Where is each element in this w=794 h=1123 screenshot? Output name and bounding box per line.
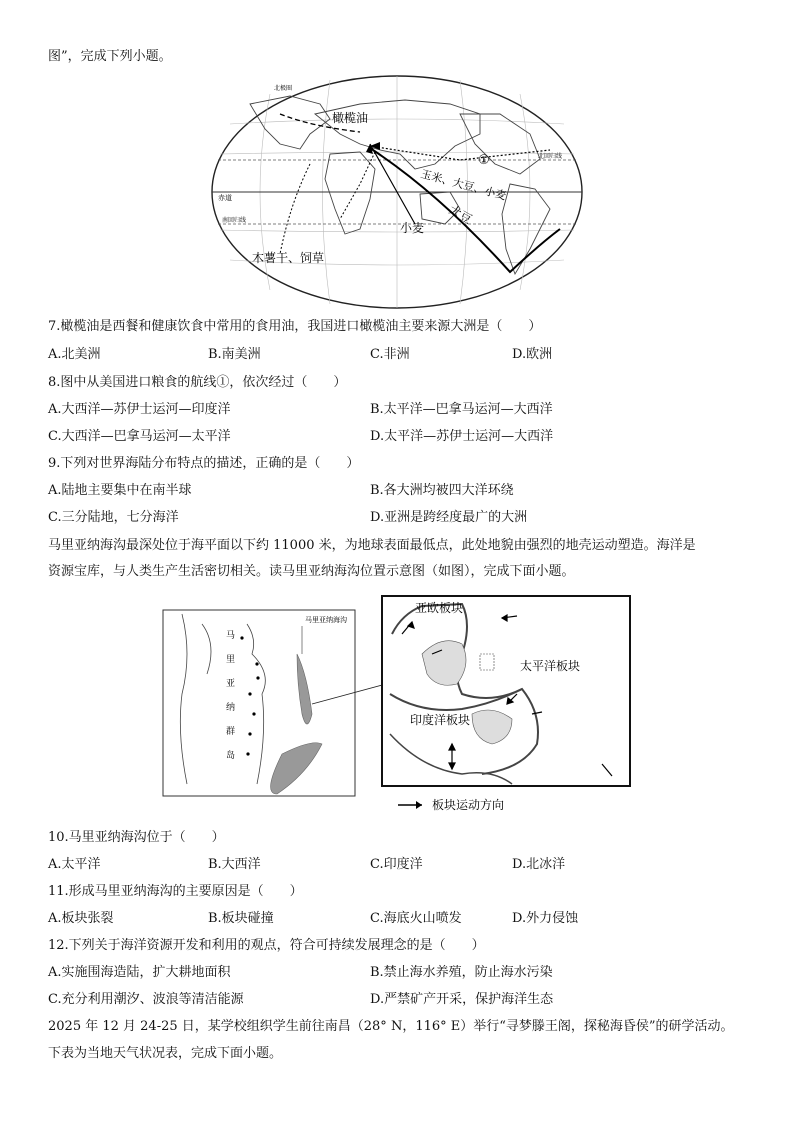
islands-label-char: 纳 xyxy=(226,703,236,713)
q12-option-b[interactable]: B.禁止海水养殖，防止海水污染 xyxy=(370,965,553,980)
label-corn-soy-wheat: 玉米、大豆、小麦 xyxy=(419,167,508,203)
passage3-line1: 2025 年 12 月 24-25 日，某学校组织学生前往南昌（28° N，116° E）举行“寻梦滕王阁，探秘海昏侯”的研学活动。 xyxy=(48,1019,734,1034)
q9-option-c[interactable]: C.三分陆地，七分海洋 xyxy=(48,510,179,525)
islands-label-char: 马 xyxy=(226,631,236,641)
q10-option-a[interactable]: A.太平洋 xyxy=(48,857,101,872)
q11-option-d[interactable]: D.外力侵蚀 xyxy=(512,911,579,926)
q11-option-a[interactable]: A.板块张裂 xyxy=(48,911,114,926)
mariana-trench-map xyxy=(162,594,636,816)
q12-option-a[interactable]: A.实施围海造陆，扩大耕地面积 xyxy=(48,965,231,980)
q9-option-d[interactable]: D.亚洲是跨经度最广的大洲 xyxy=(370,510,528,525)
q10-stem: 10.马里亚纳海沟位于（ ） xyxy=(48,830,225,845)
label-equator: 赤道 xyxy=(218,194,232,202)
q8-option-d[interactable]: D.太平洋—苏伊士运河—大西洋 xyxy=(370,429,554,444)
label-soybean: 大豆 xyxy=(446,202,475,227)
label-route-1: ① xyxy=(478,153,490,168)
q7-option-d[interactable]: D.欧洲 xyxy=(512,347,553,362)
q11-option-c[interactable]: C.海底火山喷发 xyxy=(370,911,462,926)
label-arctic: 北极圈 xyxy=(274,85,293,92)
passage2-line1: 马里亚纳海沟最深处位于海平面以下约 11000 米，为地球表面最低点，此处地貌由强烈的地壳运动塑造。海洋是 xyxy=(48,538,696,553)
q7-option-c[interactable]: C.非洲 xyxy=(370,347,410,362)
q8-option-b[interactable]: B.太平洋—巴拿马运河—大西洋 xyxy=(370,402,553,417)
intro-text: 图”，完成下列小题。 xyxy=(48,49,172,64)
passage2-line2: 资源宝库，与人类生产生活密切相关。读马里亚纳海沟位置示意图（如图），完成下面小题。 xyxy=(48,564,575,579)
q12-option-d[interactable]: D.严禁矿产开采，保护海洋生态 xyxy=(370,992,554,1007)
label-trench: 马里亚纳海沟 xyxy=(305,616,347,624)
q9-stem: 9.下列对世界海陆分布特点的描述，正确的是（ ） xyxy=(48,456,360,471)
label-cassava-feed: 木薯干、饲草 xyxy=(252,251,325,265)
label-olive-oil: 橄榄油 xyxy=(332,111,369,125)
islands-label-char: 里 xyxy=(226,655,236,665)
q9-option-a[interactable]: A.陆地主要集中在南半球 xyxy=(48,483,192,498)
q8-option-c[interactable]: C.大西洋—巴拿马运河—太平洋 xyxy=(48,429,231,444)
label-pacific-plate: 太平洋板块 xyxy=(520,659,581,673)
q10-option-d[interactable]: D.北冰洋 xyxy=(512,857,566,872)
label-n-tropic: 北回归线 xyxy=(538,153,563,160)
label-indian-plate: 印度洋板块 xyxy=(410,713,471,727)
q10-option-c[interactable]: C.印度洋 xyxy=(370,857,423,872)
islands-label-char: 岛 xyxy=(226,751,236,761)
q8-stem: 8.图中从美国进口粮食的航线①，依次经过（ ） xyxy=(48,375,347,390)
q8-option-a[interactable]: A.大西洋—苏伊士运河—印度洋 xyxy=(48,402,231,417)
islands-label-char: 亚 xyxy=(226,679,236,689)
world-trade-map xyxy=(210,74,584,310)
islands-label-char: 群 xyxy=(226,727,236,737)
q10-option-b[interactable]: B.大西洋 xyxy=(208,857,261,872)
q12-stem: 12.下列关于海洋资源开发和利用的观点，符合可持续发展理念的是（ ） xyxy=(48,938,485,953)
q11-option-b[interactable]: B.板块碰撞 xyxy=(208,911,274,926)
label-s-tropic: 南回归线 xyxy=(222,217,247,224)
legend-label: 板块运动方向 xyxy=(432,798,505,812)
q7-option-a[interactable]: A.北美洲 xyxy=(48,347,101,362)
q11-stem: 11.形成马里亚纳海沟的主要原因是（ ） xyxy=(48,884,303,899)
q7-stem: 7.橄榄油是西餐和健康饮食中常用的食用油，我国进口橄榄油主要来源大洲是（ ） xyxy=(48,319,542,334)
q7-option-b[interactable]: B.南美洲 xyxy=(208,347,261,362)
label-eurasian-plate: 亚欧板块 xyxy=(415,601,464,615)
q12-option-c[interactable]: C.充分利用潮汐、波浪等清洁能源 xyxy=(48,992,244,1007)
label-wheat: 小麦 xyxy=(400,221,425,235)
q9-option-b[interactable]: B.各大洲均被四大洋环绕 xyxy=(370,483,514,498)
passage3-line2: 下表为当地天气状况表，完成下面小题。 xyxy=(48,1046,283,1061)
